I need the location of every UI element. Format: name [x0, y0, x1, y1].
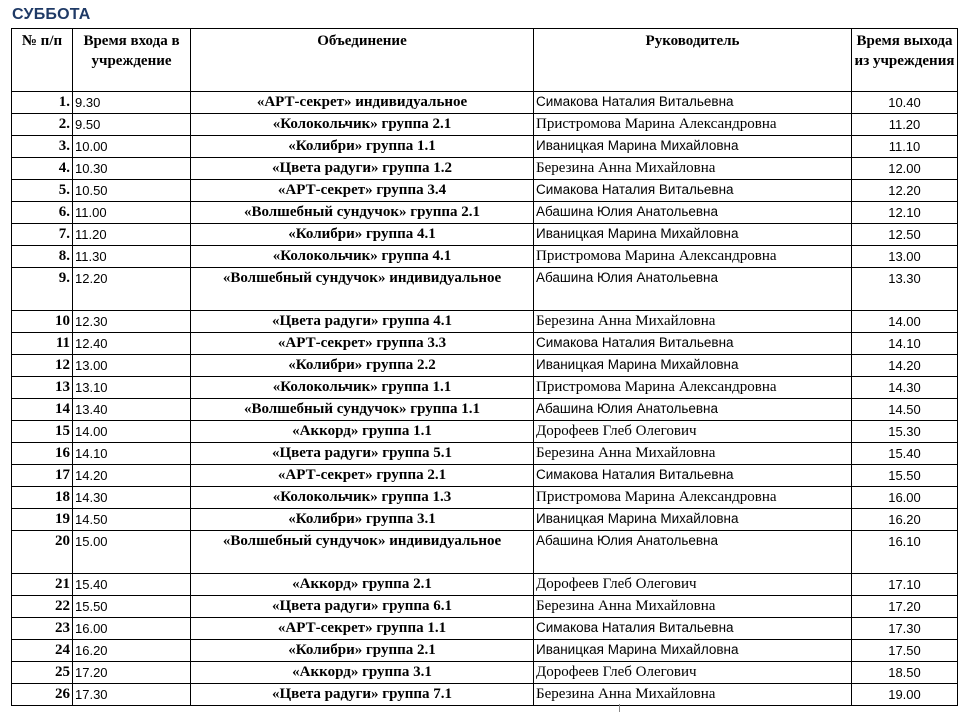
- group-cell: «Аккорд» группа 1.1: [191, 421, 534, 443]
- time-out-cell: 19.00: [852, 684, 958, 706]
- header-time-in: Время входа в учреждение: [73, 29, 191, 92]
- time-in-cell: 10.00: [73, 136, 191, 158]
- row-number-cell: 5.: [12, 180, 73, 202]
- leader-cell: Иваницкая Марина Михайловна: [534, 136, 852, 158]
- leader-cell: Дорофеев Глеб Олегович: [534, 421, 852, 443]
- table-row: [12, 158, 958, 180]
- table-row: [12, 421, 958, 443]
- time-in-cell: 13.40: [73, 399, 191, 421]
- time-in-cell: 16.20: [73, 640, 191, 662]
- group-cell: «Цвета радуги» группа 7.1: [191, 684, 534, 706]
- time-out-cell: 13.30: [852, 268, 958, 311]
- group-cell: «Колибри» группа 2.1: [191, 640, 534, 662]
- group-cell: «Цвета радуги» группа 5.1: [191, 443, 534, 465]
- time-in-cell: 10.50: [73, 180, 191, 202]
- time-out-cell: 16.20: [852, 509, 958, 531]
- time-in-cell: 13.10: [73, 377, 191, 399]
- group-cell: «Колокольчик» группа 4.1: [191, 246, 534, 268]
- row-number-cell: 17: [12, 465, 73, 487]
- table-row: [12, 268, 958, 311]
- time-in-cell: 15.40: [73, 574, 191, 596]
- table-row: [12, 224, 958, 246]
- header-leader: Руководитель: [534, 29, 852, 92]
- row-number-cell: 14: [12, 399, 73, 421]
- row-number-cell: 15: [12, 421, 73, 443]
- table-row: [12, 114, 958, 136]
- group-cell: «Колибри» группа 1.1: [191, 136, 534, 158]
- group-cell: «АРТ-секрет» группа 2.1: [191, 465, 534, 487]
- group-cell: «Колокольчик» группа 1.1: [191, 377, 534, 399]
- time-out-cell: 11.10: [852, 136, 958, 158]
- time-in-cell: 12.20: [73, 268, 191, 311]
- leader-cell: Березина Анна Михайловна: [534, 684, 852, 706]
- time-out-cell: 17.20: [852, 596, 958, 618]
- time-in-cell: 12.30: [73, 311, 191, 333]
- group-cell: «Колибри» группа 4.1: [191, 224, 534, 246]
- time-out-cell: 16.00: [852, 487, 958, 509]
- group-cell: «АРТ-секрет» индивидуальное: [191, 92, 534, 114]
- table-row: [12, 509, 958, 531]
- table-row: [12, 355, 958, 377]
- header-group: Объединение: [191, 29, 534, 92]
- table-row: [12, 443, 958, 465]
- time-out-cell: 15.40: [852, 443, 958, 465]
- table-row: [12, 596, 958, 618]
- row-number-cell: 18: [12, 487, 73, 509]
- row-number-cell: 20: [12, 531, 73, 574]
- leader-cell: Абашина Юлия Анатольевна: [534, 202, 852, 224]
- row-number-cell: 13: [12, 377, 73, 399]
- group-cell: «Колибри» группа 3.1: [191, 509, 534, 531]
- table-row: [12, 202, 958, 224]
- table-row: [12, 92, 958, 114]
- time-in-cell: 13.00: [73, 355, 191, 377]
- time-out-cell: 18.50: [852, 662, 958, 684]
- leader-cell: Иваницкая Марина Михайловна: [534, 640, 852, 662]
- group-cell: «АРТ-секрет» группа 3.3: [191, 333, 534, 355]
- row-number-cell: 6.: [12, 202, 73, 224]
- group-cell: «Аккорд» группа 2.1: [191, 574, 534, 596]
- row-number-cell: 26: [12, 684, 73, 706]
- time-in-cell: 15.50: [73, 596, 191, 618]
- time-out-cell: 14.00: [852, 311, 958, 333]
- leader-cell: Березина Анна Михайловна: [534, 158, 852, 180]
- time-in-cell: 9.50: [73, 114, 191, 136]
- row-number-cell: 16: [12, 443, 73, 465]
- row-number-cell: 1.: [12, 92, 73, 114]
- table-row: [12, 531, 958, 574]
- group-cell: «Волшебный сундучок» индивидуальное: [191, 531, 534, 574]
- row-number-cell: 10: [12, 311, 73, 333]
- time-in-cell: 9.30: [73, 92, 191, 114]
- time-in-cell: 14.20: [73, 465, 191, 487]
- leader-cell: Пристромова Марина Александровна: [534, 487, 852, 509]
- group-cell: «Волшебный сундучок» группа 2.1: [191, 202, 534, 224]
- table-row: [12, 333, 958, 355]
- time-in-cell: 12.40: [73, 333, 191, 355]
- leader-cell: Пристромова Марина Александровна: [534, 114, 852, 136]
- leader-cell: Иваницкая Марина Михайловна: [534, 355, 852, 377]
- time-in-cell: 11.30: [73, 246, 191, 268]
- time-in-cell: 11.20: [73, 224, 191, 246]
- row-number-cell: 11: [12, 333, 73, 355]
- table-row: [12, 487, 958, 509]
- table-row: [12, 465, 958, 487]
- leader-cell: Березина Анна Михайловна: [534, 443, 852, 465]
- group-cell: «АРТ-секрет» группа 3.4: [191, 180, 534, 202]
- row-number-cell: 24: [12, 640, 73, 662]
- row-number-cell: 7.: [12, 224, 73, 246]
- leader-cell: Пристромова Марина Александровна: [534, 377, 852, 399]
- time-out-cell: 15.50: [852, 465, 958, 487]
- group-cell: «АРТ-секрет» группа 1.1: [191, 618, 534, 640]
- time-in-cell: 15.00: [73, 531, 191, 574]
- leader-cell: Симакова Наталия Витальевна: [534, 333, 852, 355]
- leader-cell: Симакова Наталия Витальевна: [534, 92, 852, 114]
- time-out-cell: 12.00: [852, 158, 958, 180]
- row-number-cell: 4.: [12, 158, 73, 180]
- leader-cell: Абашина Юлия Анатольевна: [534, 531, 852, 574]
- table-row: [12, 180, 958, 202]
- time-out-cell: 14.50: [852, 399, 958, 421]
- row-number-cell: 22: [12, 596, 73, 618]
- time-out-cell: 13.00: [852, 246, 958, 268]
- leader-cell: Дорофеев Глеб Олегович: [534, 662, 852, 684]
- group-cell: «Колибри» группа 2.2: [191, 355, 534, 377]
- row-number-cell: 23: [12, 618, 73, 640]
- header-row: [12, 29, 958, 92]
- time-out-cell: 14.10: [852, 333, 958, 355]
- time-in-cell: 10.30: [73, 158, 191, 180]
- leader-cell: Симакова Наталия Витальевна: [534, 180, 852, 202]
- table-row: [12, 399, 958, 421]
- leader-cell: Абашина Юлия Анатольевна: [534, 399, 852, 421]
- time-out-cell: 12.50: [852, 224, 958, 246]
- row-number-cell: 3.: [12, 136, 73, 158]
- header-time-out: Время выхода из учреждения: [852, 29, 958, 92]
- leader-cell: Иваницкая Марина Михайловна: [534, 224, 852, 246]
- table-row: [12, 136, 958, 158]
- leader-cell: Абашина Юлия Анатольевна: [534, 268, 852, 311]
- table-row: [12, 246, 958, 268]
- page-edge-mark: [619, 704, 620, 712]
- table-row: [12, 684, 958, 706]
- time-out-cell: 17.10: [852, 574, 958, 596]
- table-row: [12, 377, 958, 399]
- time-in-cell: 16.00: [73, 618, 191, 640]
- leader-cell: Березина Анна Михайловна: [534, 311, 852, 333]
- time-in-cell: 17.20: [73, 662, 191, 684]
- header-num: № п/п: [12, 29, 73, 92]
- group-cell: «Колокольчик» группа 2.1: [191, 114, 534, 136]
- leader-cell: Симакова Наталия Витальевна: [534, 618, 852, 640]
- time-in-cell: 11.00: [73, 202, 191, 224]
- time-out-cell: 12.20: [852, 180, 958, 202]
- group-cell: «Волшебный сундучок» индивидуальное: [191, 268, 534, 311]
- time-in-cell: 14.30: [73, 487, 191, 509]
- time-in-cell: 17.30: [73, 684, 191, 706]
- row-number-cell: 2.: [12, 114, 73, 136]
- time-out-cell: 10.40: [852, 92, 958, 114]
- table-row: [12, 662, 958, 684]
- table-row: [12, 574, 958, 596]
- group-cell: «Цвета радуги» группа 4.1: [191, 311, 534, 333]
- group-cell: «Волшебный сундучок» группа 1.1: [191, 399, 534, 421]
- row-number-cell: 9.: [12, 268, 73, 311]
- time-out-cell: 17.30: [852, 618, 958, 640]
- group-cell: «Цвета радуги» группа 6.1: [191, 596, 534, 618]
- time-in-cell: 14.10: [73, 443, 191, 465]
- time-in-cell: 14.50: [73, 509, 191, 531]
- time-out-cell: 15.30: [852, 421, 958, 443]
- leader-cell: Иваницкая Марина Михайловна: [534, 509, 852, 531]
- leader-cell: Пристромова Марина Александровна: [534, 246, 852, 268]
- table-row: [12, 311, 958, 333]
- table-row: [12, 640, 958, 662]
- leader-cell: Дорофеев Глеб Олегович: [534, 574, 852, 596]
- group-cell: «Колокольчик» группа 1.3: [191, 487, 534, 509]
- leader-cell: Симакова Наталия Витальевна: [534, 465, 852, 487]
- table-row: [12, 618, 958, 640]
- leader-cell: Березина Анна Михайловна: [534, 596, 852, 618]
- schedule-body: [12, 92, 958, 706]
- time-out-cell: 14.30: [852, 377, 958, 399]
- group-cell: «Аккорд» группа 3.1: [191, 662, 534, 684]
- row-number-cell: 25: [12, 662, 73, 684]
- group-cell: «Цвета радуги» группа 1.2: [191, 158, 534, 180]
- row-number-cell: 8.: [12, 246, 73, 268]
- page-title: СУББОТА: [12, 6, 91, 23]
- row-number-cell: 19: [12, 509, 73, 531]
- time-out-cell: 12.10: [852, 202, 958, 224]
- time-out-cell: 16.10: [852, 531, 958, 574]
- time-in-cell: 14.00: [73, 421, 191, 443]
- row-number-cell: 21: [12, 574, 73, 596]
- time-out-cell: 17.50: [852, 640, 958, 662]
- time-out-cell: 11.20: [852, 114, 958, 136]
- schedule-table: [11, 28, 958, 706]
- row-number-cell: 12: [12, 355, 73, 377]
- time-out-cell: 14.20: [852, 355, 958, 377]
